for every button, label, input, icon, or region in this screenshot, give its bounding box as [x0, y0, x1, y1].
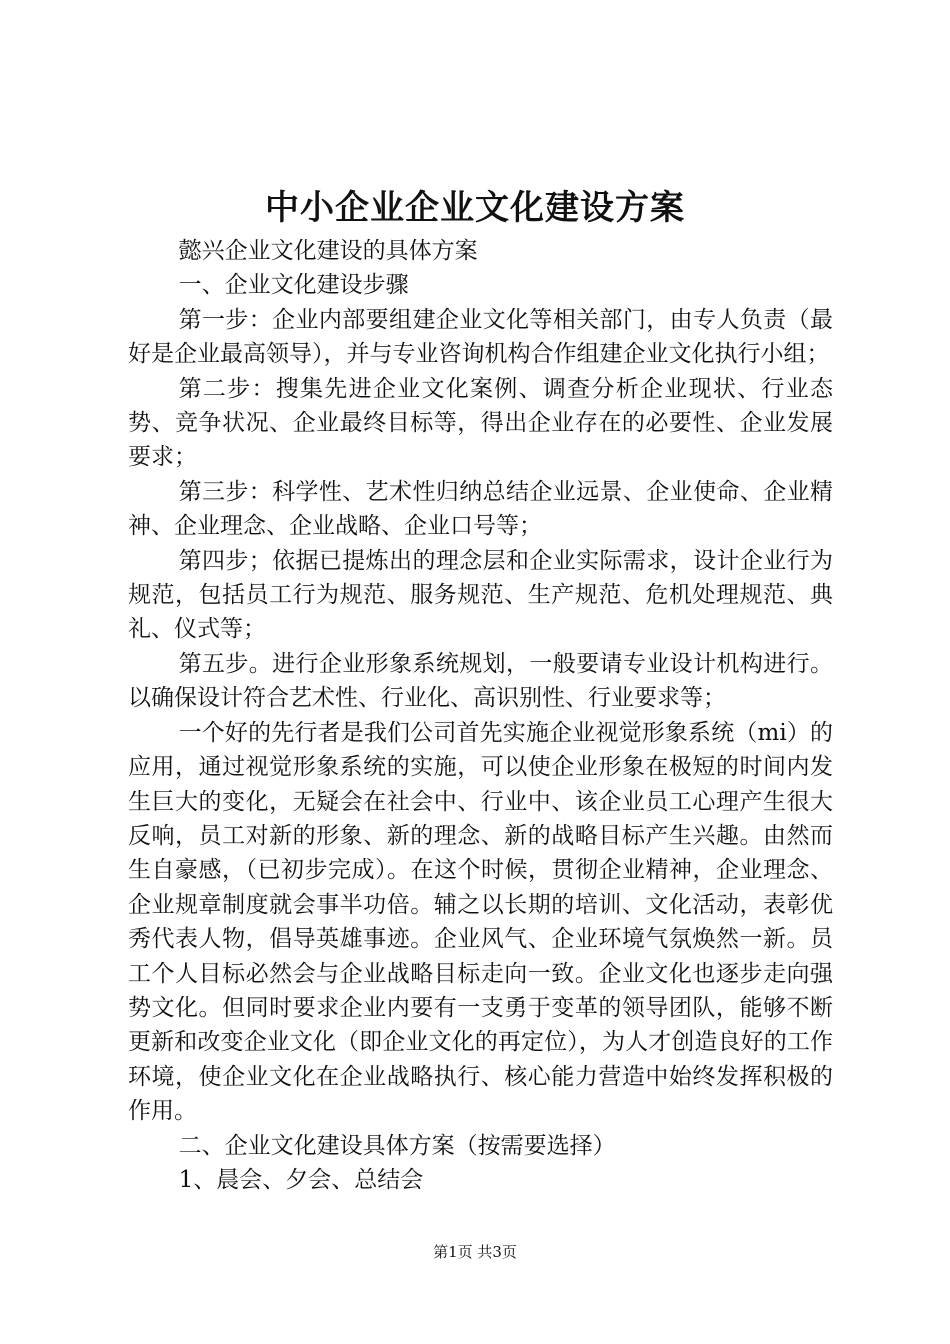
page-number-footer: 第1页 共3页: [433, 1243, 517, 1261]
document-body: [128, 234, 833, 1197]
paragraph-section-1-heading: 一、企业文化建设步骤: [178, 272, 409, 299]
paragraph-subtitle: 懿兴企业文化建设的具体方案: [178, 238, 478, 264]
document-title: 中小企业企业文化建设方案: [265, 188, 685, 228]
paragraph-step-5: 第五步。进行企业形象系统规划，一般要请专业设计机构进行。以确保设计符合艺术性、行业化、高识别性、行业要求等；: [128, 650, 833, 712]
paragraph-pioneer: 一个好的先行者是我们公司首先实施企业视觉形象系统（mi）的应用，通过视觉形象系统的实施，可以使企业形象在极短的时间内发生巨大的变化，无疑会在社会中、行业中、该企业员工心理产生很大反响，员工对新的形象、新的理念、新的战略目标产生兴趣。由然而生自豪感，（已初步完成）。在这个时候，贯彻企业精神，企业理念、企业规章制度就会事半功倍。辅之以长期的培训、文化活动，表彰优秀代表人物，倡导英雄事迹。企业风气、企业环境气氛焕然一新。员工个人目标必然会与企业战略目标走向一致。企业文化也逐步走向强势文化。但同时要求企业内要有一支勇于变革的领导团队，能够不断更新和改变企业文化（即企业文化的再定位），为人才创造良好的工作环境，使企业文化在企业战略执行、核心能力营造中始终发挥积极的作用。: [128, 719, 833, 1125]
paragraph-step-2: 第二步：搜集先进企业文化案例、调查分析企业现状、行业态势、竞争状况、企业最终目标等，得出企业存在的必要性、企业发展要求；: [128, 375, 833, 471]
paragraph-step-4: 第四步；依据已提炼出的理念层和企业实际需求，设计企业行为规范，包括员工行为规范、服务规范、生产规范、危机处理规范、典礼、仪式等；: [128, 547, 833, 643]
paragraph-section-2-heading: 二、企业文化建设具体方案（按需要选择）: [178, 1132, 616, 1159]
paragraph-step-3: 第三步：科学性、艺术性归纳总结企业远景、企业使命、企业精神、企业理念、企业战略、企业口号等；: [128, 478, 833, 540]
paragraph-item-1: 1、晨会、夕会、总结会: [178, 1166, 424, 1193]
paragraph-step-1: 第一步：企业内部要组建企业文化等相关部门，由专人负责（最好是企业最高领导），并与专业咨询机构合作组建企业文化执行小组；: [128, 306, 833, 368]
